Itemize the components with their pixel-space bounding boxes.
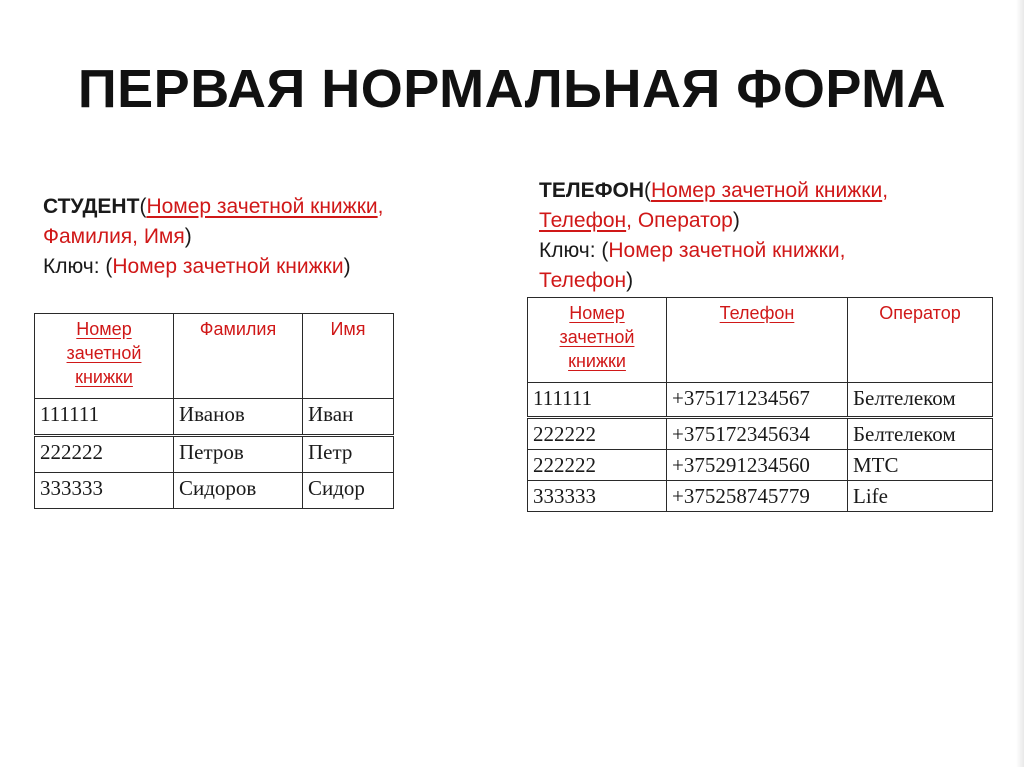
- separator: ,: [839, 239, 846, 262]
- table-cell: МТС: [848, 450, 993, 481]
- student-key-label: Ключ: (: [43, 255, 113, 278]
- student-schema-line2: [43, 222, 443, 252]
- separator: ,: [626, 209, 632, 232]
- student-header-cell: [35, 314, 174, 399]
- student-schema: [43, 192, 443, 282]
- table-cell: +375258745779: [667, 481, 848, 512]
- phone-key-label: Ключ: (: [539, 239, 609, 262]
- phone-header-phone: Телефон: [719, 303, 795, 323]
- phone-header-operator: Оператор: [879, 303, 961, 323]
- phone-key-value-1: Номер зачетной книжки: [608, 239, 840, 262]
- paren: ): [184, 225, 192, 248]
- student-schema-line1: [43, 192, 443, 222]
- phone-key-line1: [539, 236, 959, 266]
- separator: ,: [377, 195, 384, 218]
- table-cell: 111111: [528, 383, 667, 418]
- phone-pk-attribute-2: Телефон: [539, 209, 627, 232]
- phone-header-cell: [848, 298, 993, 383]
- phone-table: [527, 297, 993, 512]
- phone-header-cell: [528, 298, 667, 383]
- table-row: [528, 383, 993, 418]
- table-cell: Петров: [174, 436, 303, 473]
- separator: ,: [882, 179, 889, 202]
- phone-attribute-operator: Оператор: [637, 209, 733, 232]
- table-cell: 222222: [528, 418, 667, 450]
- table-cell: 333333: [35, 473, 174, 509]
- paren: (: [644, 179, 651, 202]
- phone-entity-name: ТЕЛЕФОН: [539, 179, 644, 202]
- phone-header-book-number: Номер зачетной книжки: [559, 303, 635, 371]
- table-cell: Иванов: [174, 399, 303, 436]
- table-cell: +375171234567: [667, 383, 848, 418]
- table-cell: Сидоров: [174, 473, 303, 509]
- paren: ): [626, 269, 634, 292]
- table-cell: Сидор: [303, 473, 394, 509]
- table-cell: Иван: [303, 399, 394, 436]
- phone-schema-line1: [539, 176, 959, 206]
- student-table: [34, 313, 394, 509]
- paren: ): [732, 209, 740, 232]
- table-cell: +375291234560: [667, 450, 848, 481]
- table-row: [35, 436, 394, 473]
- student-header-name: Имя: [330, 319, 366, 339]
- student-table-header-row: [35, 314, 394, 399]
- table-cell: 111111: [35, 399, 174, 436]
- table-cell: 222222: [35, 436, 174, 473]
- slide-title: ПЕРВАЯ НОРМАЛЬНАЯ ФОРМА: [77, 59, 947, 119]
- student-key-value: Номер зачетной книжки: [112, 255, 344, 278]
- table-row: [35, 473, 394, 509]
- table-cell: 333333: [528, 481, 667, 512]
- student-attributes: Фамилия, Имя: [43, 225, 185, 248]
- table-row: [528, 481, 993, 512]
- student-key-line: [43, 252, 443, 282]
- phone-schema: [539, 176, 959, 296]
- student-header-surname: Фамилия: [199, 319, 277, 339]
- table-cell: 222222: [528, 450, 667, 481]
- phone-key-value-2: Телефон: [539, 269, 627, 292]
- table-cell: Life: [848, 481, 993, 512]
- student-header-cell: [174, 314, 303, 399]
- table-cell: +375172345634: [667, 418, 848, 450]
- phone-header-cell: [667, 298, 848, 383]
- student-header-cell: [303, 314, 394, 399]
- table-cell: Белтелеком: [848, 383, 993, 418]
- student-pk-attribute: Номер зачетной книжки: [146, 195, 378, 218]
- student-entity-name: СТУДЕНТ: [43, 195, 140, 218]
- table-row: [528, 418, 993, 450]
- student-header-book-number: Номер зачетной книжки: [66, 319, 142, 387]
- phone-pk-attribute-1: Номер зачетной книжки: [651, 179, 883, 202]
- paren: (: [139, 195, 147, 218]
- phone-schema-line2: [539, 206, 959, 236]
- phone-table-header-row: [528, 298, 993, 383]
- phone-key-line2: [539, 266, 959, 296]
- table-cell: Петр: [303, 436, 394, 473]
- table-row: [35, 399, 394, 436]
- table-row: [528, 450, 993, 481]
- paren: ): [343, 255, 351, 278]
- table-cell: Белтелеком: [848, 418, 993, 450]
